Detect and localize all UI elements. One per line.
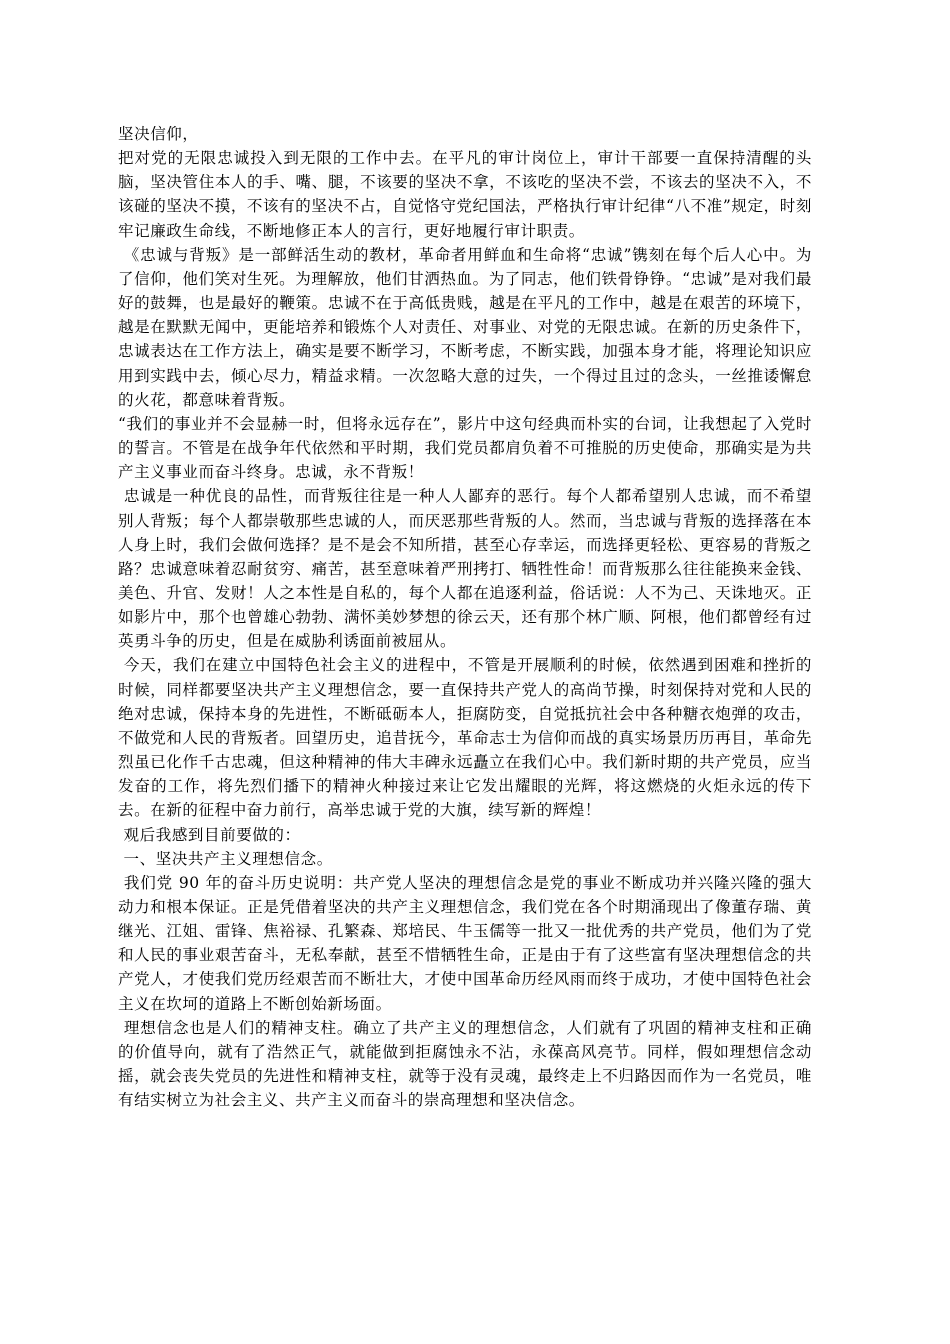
paragraph-1: 坚决信仰， [118,125,199,143]
paragraph-4: “我们的事业并不会显赫一时，但将永远存在”，影片中这句经典而朴实的台词，让我想起了入党时的誓言。不管是在战争年代依然和平时期，我们党员都肩负着不可推脱的历史使命，那确实是为共产主义事业而奋斗终身。忠诚，永不背叛！ [118,414,812,482]
document-body [118,122,812,1112]
paragraph-9: 我们党 90 年的奋斗历史说明：共产党人坚决的理想信念是党的事业不断成功并兴隆兴隆的强大动力和根本保证。正是凭借着坚决的共产主义理想信念，我们党在各个时期涌现出了像董存瑞、黄继光、江姐、雷锋、焦裕禄、孔繁森、郑培民、牛玉儒等一批又一批优秀的共产党员，他们为了党和人民的事业艰苦奋斗，无私奉献，甚至不惜牺牲生命，正是由于有了这些富有坚决理想信念的共产党人，才使我们党历经艰苦而不断壮大，才使中国革命历经风雨而终于成功，才使中国特色社会主义在坎坷的道路上不断创始新场面。 [118,873,812,1013]
paragraph-7: 观后我感到目前要做的： [118,825,301,844]
paragraph-2: 把对党的无限忠诚投入到无限的工作中去。在平凡的审计岗位上，审计干部要一直保持清醒的头脑，坚决管住本人的手、嘴、腿，不该要的坚决不拿，不该吃的坚决不尝，不该去的坚决不入，不该碰的坚决不摸，不该有的坚决不占，自觉恪守党纪国法，严格执行审计纪律“八不准”规定，时刻牢记廉政生命线，不断地修正本人的言行，更好地履行审计职责。 [118,149,812,240]
paragraph-6: 今天，我们在建立中国特色社会主义的进程中，不管是开展顺利的时候，依然遇到困难和挫折的时候，同样都要坚决共产主义理想信念，要一直保持共产党人的高尚节操，时刻保持对党和人民的绝对忠诚，保持本身的先进性，不断砥砺本人，拒腐防变，自觉抵抗社会中各种糖衣炮弹的攻击，不做党和人民的背叛者。回望历史，追昔抚今，革命志士为信仰而战的真实场景历历再目，革命先烈虽已化作千古忠魂，但这种精神的伟大丰碑永远矗立在我们心中。我们新时期的共产党员，应当发奋的工作，将先烈们播下的精神火种接过来让它发出耀眼的光辉，将这燃烧的火炬永远的传下去。在新的征程中奋力前行，高举忠诚于党的大旗，续写新的辉煌！ [118,656,813,820]
paragraph-5: 忠诚是一种优良的品性，而背叛往往是一种人人鄙弃的恶行。每个人都希望别人忠诚，而不希望别人背叛；每个人都崇敬那些忠诚的人，而厌恶那些背叛的人。然而，当忠诚与背叛的选择落在本人身上时，我们会做何选择？是不是会不知所措，甚至心存幸运，而选择更轻松、更容易的背叛之路？忠诚意味着忍耐贫穷、痛苦，甚至意味着严刑拷打、牺牲性命！而背叛那么往往能换来金钱、美色、升官、发财！人之本性是自私的，每个人都在追逐利益，俗话说：人不为己、天诛地灭。正如影片中，那个也曾雄心勃勃、满怀美妙梦想的徐云天，还有那个林广顺、阿根，他们都曾经有过英勇斗争的历史，但是在威胁利诱面前被屈从。 [118,487,813,651]
paragraph-8: 一、坚决共产主义理想信念。 [118,849,333,868]
paragraph-3: 《忠诚与背叛》是一部鲜活生动的教材，革命者用鲜血和生命将“忠诚”镌刻在每个后人心中。为了信仰，他们笑对生死。为理解放，他们甘洒热血。为了同志，他们铁骨铮铮。“忠诚”是对我们最好的鼓舞，也是最好的鞭策。忠诚不在于高低贵贱，越是在平凡的工作中，越是在艰苦的环境下，越是在默默无闻中，更能培养和锻炼个人对责任、对事业、对党的无限忠诚。在新的历史条件下，忠诚表达在工作方法上，确实是要不断学习，不断考虑，不断实践，加强本身才能，将理论知识应用到实践中去，倾心尽力，精益求精。一次忽略大意的过失，一个得过且过的念头，一丝推诿懈怠的火花，都意味着背叛。 [118,245,812,409]
paragraph-10: 理想信念也是人们的精神支柱。确立了共产主义的理想信念，人们就有了巩固的精神支柱和正确的价值导向，就有了浩然正气，就能做到拒腐蚀永不沾，永葆高风亮节。同样，假如理想信念动摇，就会丧失党员的先进性和精神支柱，就等于没有灵魂，最终走上不归路因而作为一名党员，唯有结实树立为社会主义、共产主义而奋斗的崇高理想和坚决信念。 [118,1018,813,1110]
